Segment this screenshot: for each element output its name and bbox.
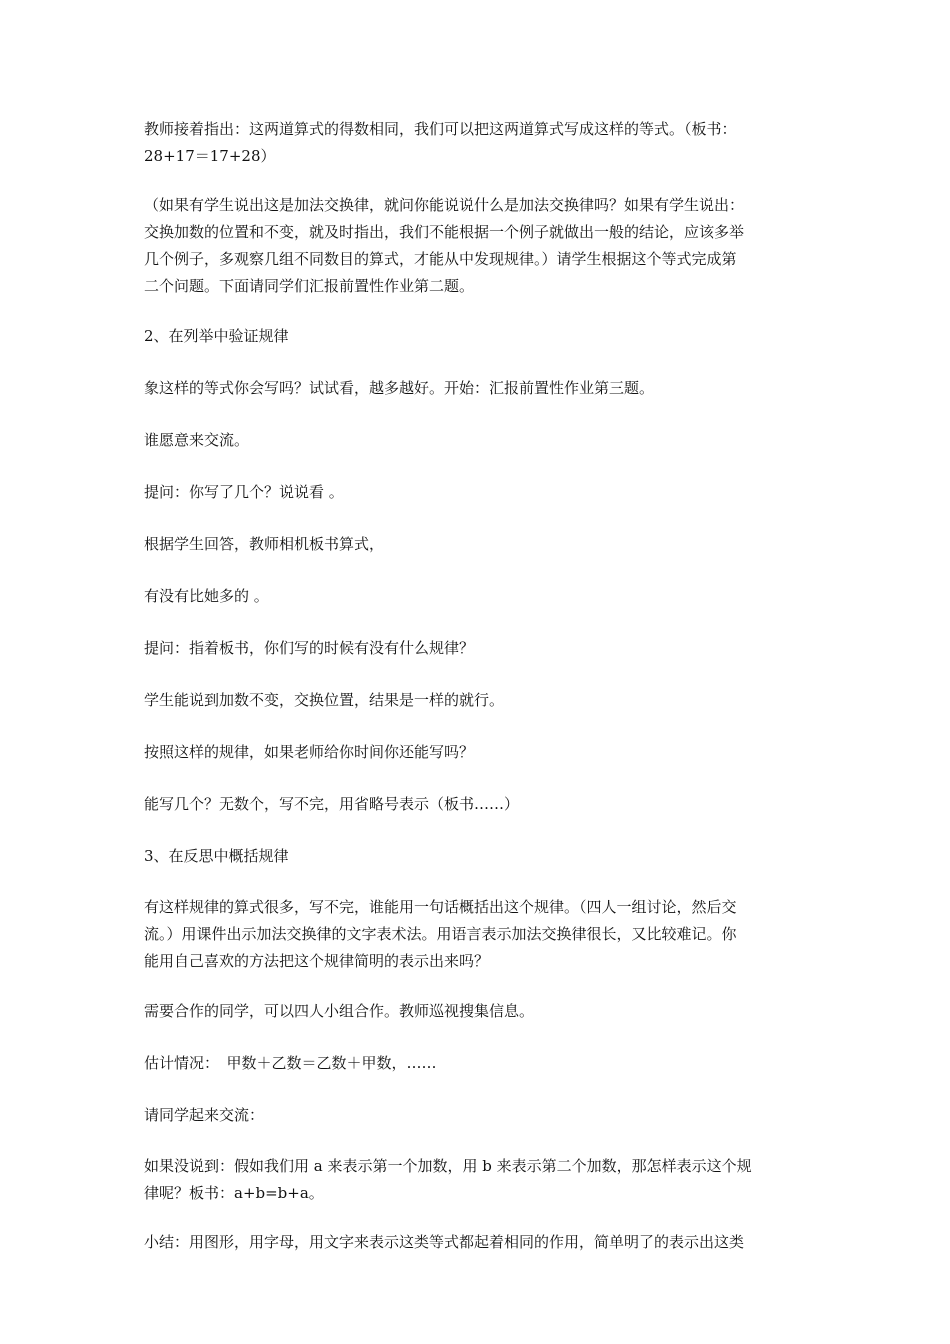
paragraph-group-discussion xyxy=(144,894,810,975)
text-line: 几个例子，多观察几组不同数目的算式，才能从中发现规律。）请学生根据这个等式完成第 xyxy=(144,250,737,268)
text-line: 教师接着指出：这两道算式的得数相同，我们可以把这两道算式写成这样的等式。（板书： xyxy=(144,120,737,138)
paragraph-teacher-points-out xyxy=(144,116,810,170)
text-line: 有这样规律的算式很多，写不完，谁能用一句话概括出这个规律。（四人一组讨论，然后交 xyxy=(144,898,737,916)
text-line: 如果没说到：假如我们用 a 来表示第一个加数，用 b 来表示第二个加数，那怎样表示这个规 xyxy=(144,1157,752,1175)
text-line: （如果有学生说出这是加法交换律，就问你能说说什么是加法交换律吗？如果有学生说出： xyxy=(144,196,745,214)
text-line: 需要合作的同学，可以四人小组合作。教师巡视搜集信息。 xyxy=(144,1002,535,1020)
section-heading-verify-rule: 2、在列举中验证规律 xyxy=(144,327,289,345)
text-line: 学生能说到加数不变，交换位置，结果是一样的就行。 xyxy=(144,691,505,709)
text-line: 按照这样的规律，如果老师给你时间你还能写吗？ xyxy=(144,743,475,761)
text-line: 小结：用图形，用字母，用文字来表示这类等式都起着相同的作用，简单明了的表示出这类 xyxy=(144,1233,745,1251)
text-line: 流。）用课件出示加法交换律的文字表术法。用语言表示加法交换律很长，又比较难记。你 xyxy=(144,925,737,943)
paragraph-summary xyxy=(144,1229,810,1256)
document-body xyxy=(144,116,810,1278)
text-line: 律呢？板书：a+b=b+a。 xyxy=(144,1184,324,1202)
text-line: 估计情况： 甲数＋乙数＝乙数＋甲数，…… xyxy=(144,1054,437,1072)
text-line: 提问：你写了几个？说说看 。 xyxy=(144,483,344,501)
text-line: 谁愿意来交流。 xyxy=(144,431,250,449)
text-line: 提问：指着板书，你们写的时候有没有什么规律？ xyxy=(144,639,475,657)
text-line: 有没有比她多的 。 xyxy=(144,587,269,605)
text-line: 根据学生回答，教师相机板书算式， xyxy=(144,535,385,553)
text-line: 28+17＝17+28） xyxy=(144,147,276,165)
text-line: 交换加数的位置和不变，就及时指出，我们不能根据一个例子就做出一般的结论，应该多举 xyxy=(144,223,745,241)
text-line: 象这样的等式你会写吗？试试看，越多越好。开始：汇报前置性作业第三题。 xyxy=(144,379,655,397)
text-line: 能用自己喜欢的方法把这个规律简明的表示出来吗？ xyxy=(144,952,490,970)
text-line: 能写几个？无数个，写不完，用省略号表示（板书……） xyxy=(144,795,520,813)
text-line: 二个问题。下面请同学们汇报前置性作业第二题。 xyxy=(144,277,475,295)
section-heading-summarize-rule: 3、在反思中概括规律 xyxy=(144,847,289,865)
paragraph-commutative-note xyxy=(144,192,810,300)
paragraph-letter-representation xyxy=(144,1153,810,1207)
text-line: 请同学起来交流： xyxy=(144,1106,265,1124)
